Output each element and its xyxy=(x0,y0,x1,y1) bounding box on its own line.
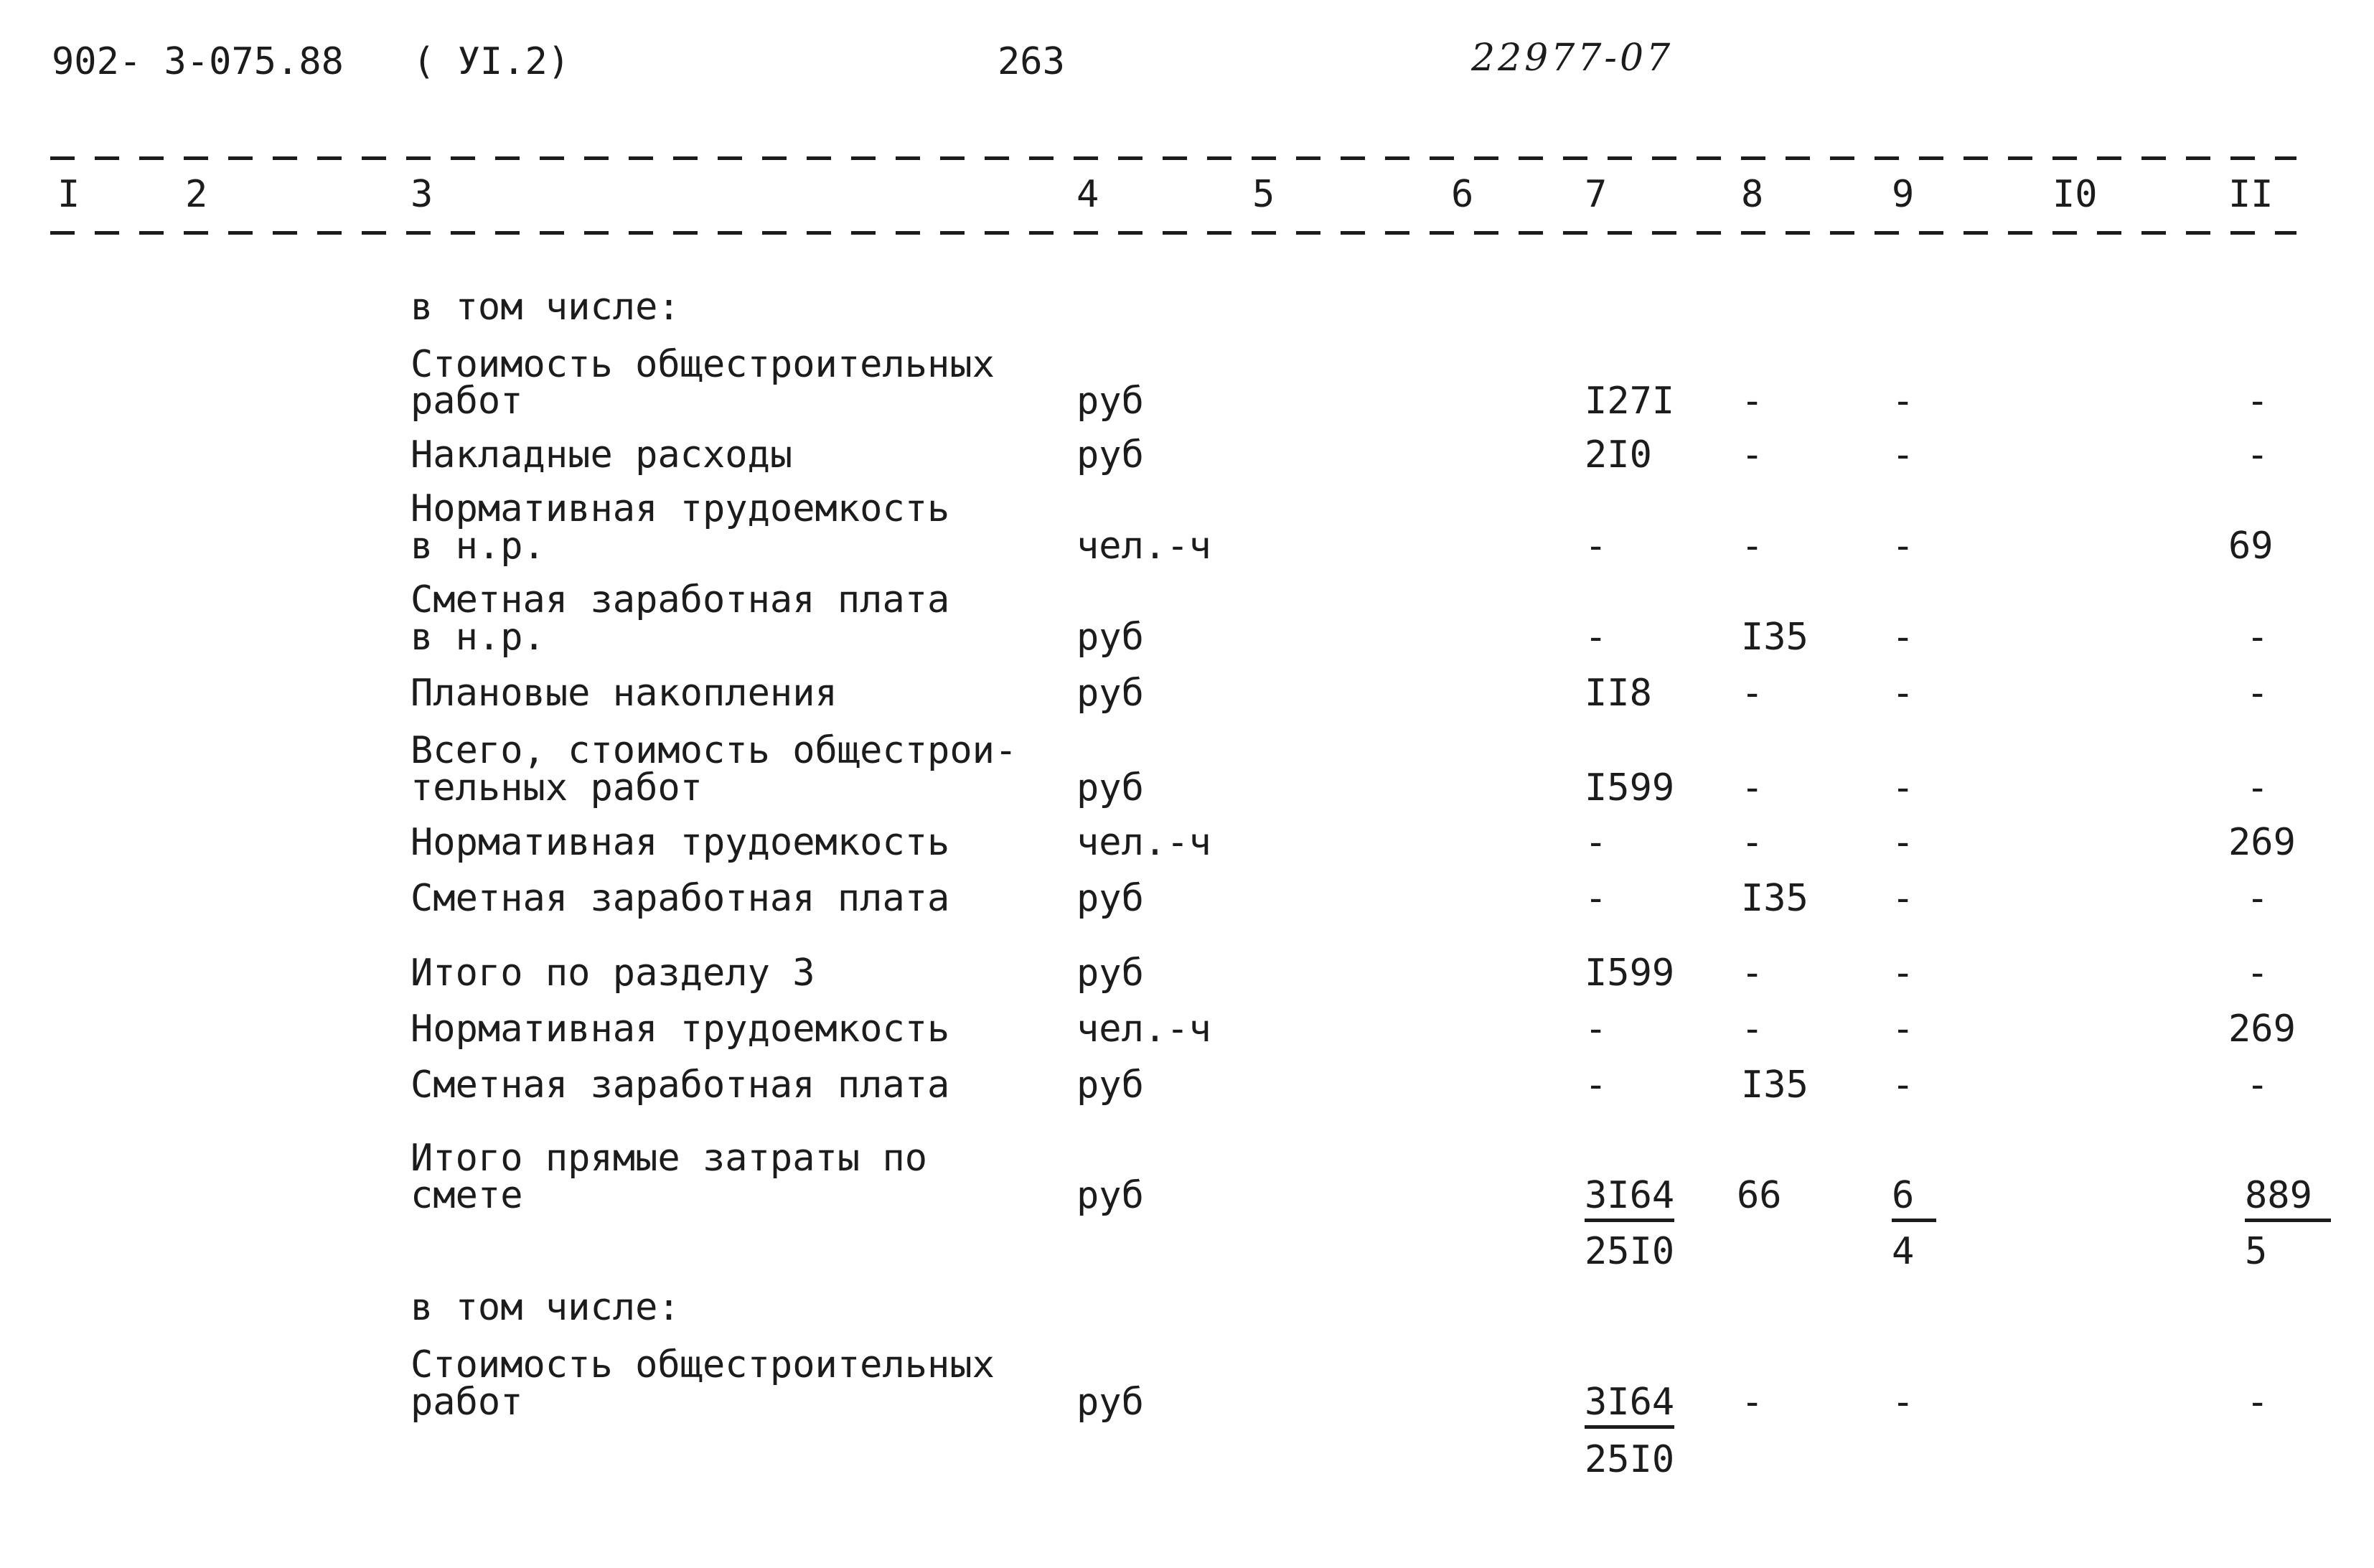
row-col11: - xyxy=(2246,433,2269,476)
row-col8: - xyxy=(1741,380,1764,423)
row-col7: - xyxy=(1585,616,1608,659)
row-col9: - xyxy=(1892,877,1915,920)
row-col11: 269 xyxy=(2228,1008,2296,1051)
row-unit: руб xyxy=(1076,1381,1144,1424)
column-header-6: 6 xyxy=(1451,173,1474,216)
row-col11: - xyxy=(2246,616,2269,659)
column-header-3: 3 xyxy=(410,173,433,216)
row-unit: руб xyxy=(1076,877,1144,920)
row-col8: - xyxy=(1741,672,1764,715)
row-col8: - xyxy=(1741,1381,1764,1424)
row-col8: - xyxy=(1741,525,1764,568)
row-col9: - xyxy=(1892,616,1915,659)
row-col7-denominator: 25I0 xyxy=(1585,1438,1675,1481)
row-description-cont: в н.р. xyxy=(410,525,545,568)
row-description: Итого по разделу 3 xyxy=(410,952,815,995)
row-label: в том числе: xyxy=(410,286,680,329)
column-header-5: 5 xyxy=(1252,173,1275,216)
row-col9: - xyxy=(1892,672,1915,715)
row-description: Нормативная трудоемкость xyxy=(410,1008,950,1051)
header-top-rule xyxy=(50,156,2296,160)
row-col7: 2I0 xyxy=(1585,433,1652,476)
row-col8: - xyxy=(1741,952,1764,995)
row-col8: - xyxy=(1741,433,1764,476)
row-description: Сметная заработная плата xyxy=(410,578,950,621)
row-col11: 269 xyxy=(2228,821,2296,864)
row-unit: руб xyxy=(1076,433,1144,476)
row-col11: 69 xyxy=(2228,525,2274,568)
row-col7: I599 xyxy=(1585,766,1675,809)
row-col9: - xyxy=(1892,433,1915,476)
row-col11: - xyxy=(2246,766,2269,809)
row-col9: - xyxy=(1892,952,1915,995)
row-col9-numerator: 6 xyxy=(1892,1177,1936,1222)
row-col7-numerator: 3I64 xyxy=(1585,1384,1674,1429)
row-unit: руб xyxy=(1076,952,1144,995)
row-col11: - xyxy=(2246,877,2269,920)
row-col8: - xyxy=(1741,821,1764,864)
row-col11-denominator: 5 xyxy=(2245,1230,2268,1273)
row-col7: - xyxy=(1585,877,1608,920)
row-description-cont: в н.р. xyxy=(410,616,545,659)
row-unit: руб xyxy=(1076,672,1144,715)
row-unit: руб xyxy=(1076,1174,1144,1217)
row-col8: I35 xyxy=(1741,877,1808,920)
row-col7: I27I xyxy=(1585,380,1675,423)
row-col9: - xyxy=(1892,1008,1915,1051)
row-description: Плановые накопления xyxy=(410,672,838,715)
column-header-1: I xyxy=(57,173,80,216)
row-col7-numerator: 3I64 xyxy=(1585,1177,1674,1222)
column-header-2: 2 xyxy=(185,173,208,216)
row-description: Итого прямые затраты по xyxy=(410,1137,928,1180)
row-unit: руб xyxy=(1076,616,1144,659)
row-unit: чел.-ч xyxy=(1076,821,1211,864)
row-col11: - xyxy=(2246,380,2269,423)
row-col7: - xyxy=(1585,821,1608,864)
row-col7: - xyxy=(1585,1008,1608,1051)
row-col11: - xyxy=(2246,1381,2269,1424)
row-col11-numerator: 889 xyxy=(2245,1177,2331,1222)
row-col11: - xyxy=(2246,952,2269,995)
row-unit: руб xyxy=(1076,1064,1144,1107)
row-description: Стоимость общестроительных xyxy=(410,343,995,386)
row-col11: - xyxy=(2246,1064,2269,1107)
document-code: 902- 3-075.88 xyxy=(52,40,344,83)
page-number: 263 xyxy=(998,40,1065,83)
row-unit: руб xyxy=(1076,380,1144,423)
row-description: Сметная заработная плата xyxy=(410,877,950,920)
row-description: Накладные расходы xyxy=(410,433,793,476)
row-unit: руб xyxy=(1076,766,1144,809)
header-bottom-rule xyxy=(50,231,2296,235)
row-description: Стоимость общестроительных xyxy=(410,1343,995,1386)
row-description-cont: смете xyxy=(410,1174,523,1217)
row-col9-denominator: 4 xyxy=(1892,1230,1915,1273)
row-col8: I35 xyxy=(1741,1064,1808,1107)
row-col9: - xyxy=(1892,821,1915,864)
row-col7: - xyxy=(1585,525,1608,568)
row-col9: - xyxy=(1892,525,1915,568)
row-col8: 66 xyxy=(1737,1174,1782,1217)
row-col9: - xyxy=(1892,766,1915,809)
row-col8: - xyxy=(1741,766,1764,809)
row-description: Нормативная трудоемкость xyxy=(410,487,950,530)
row-label: в том числе: xyxy=(410,1286,680,1329)
column-header-4: 4 xyxy=(1076,173,1099,216)
row-unit: чел.-ч xyxy=(1076,1008,1211,1051)
row-col7: I599 xyxy=(1585,952,1675,995)
row-col9: - xyxy=(1892,380,1915,423)
row-description: Нормативная трудоемкость xyxy=(410,821,950,864)
column-header-7: 7 xyxy=(1585,173,1608,216)
row-description-cont: работ xyxy=(410,1381,523,1424)
row-description: Сметная заработная плата xyxy=(410,1064,950,1107)
column-header-10: I0 xyxy=(2052,173,2098,216)
row-col7: II8 xyxy=(1585,672,1652,715)
row-unit: чел.-ч xyxy=(1076,525,1211,568)
column-header-9: 9 xyxy=(1892,173,1915,216)
section-code: ( УI.2) xyxy=(413,40,571,83)
row-col8: - xyxy=(1741,1008,1764,1051)
row-col8: I35 xyxy=(1741,616,1808,659)
row-description-cont: тельных работ xyxy=(410,766,703,809)
column-header-8: 8 xyxy=(1741,173,1764,216)
row-description: Всего, стоимость общестрои- xyxy=(410,729,1018,772)
registration-stamp: 22977-07 xyxy=(1471,37,1674,80)
row-col9: - xyxy=(1892,1381,1915,1424)
row-col9: - xyxy=(1892,1064,1915,1107)
row-col7: - xyxy=(1585,1064,1608,1107)
row-description-cont: работ xyxy=(410,380,523,423)
column-header-11: II xyxy=(2228,173,2274,216)
row-col7-denominator: 25I0 xyxy=(1585,1230,1675,1273)
row-col11: - xyxy=(2246,672,2269,715)
